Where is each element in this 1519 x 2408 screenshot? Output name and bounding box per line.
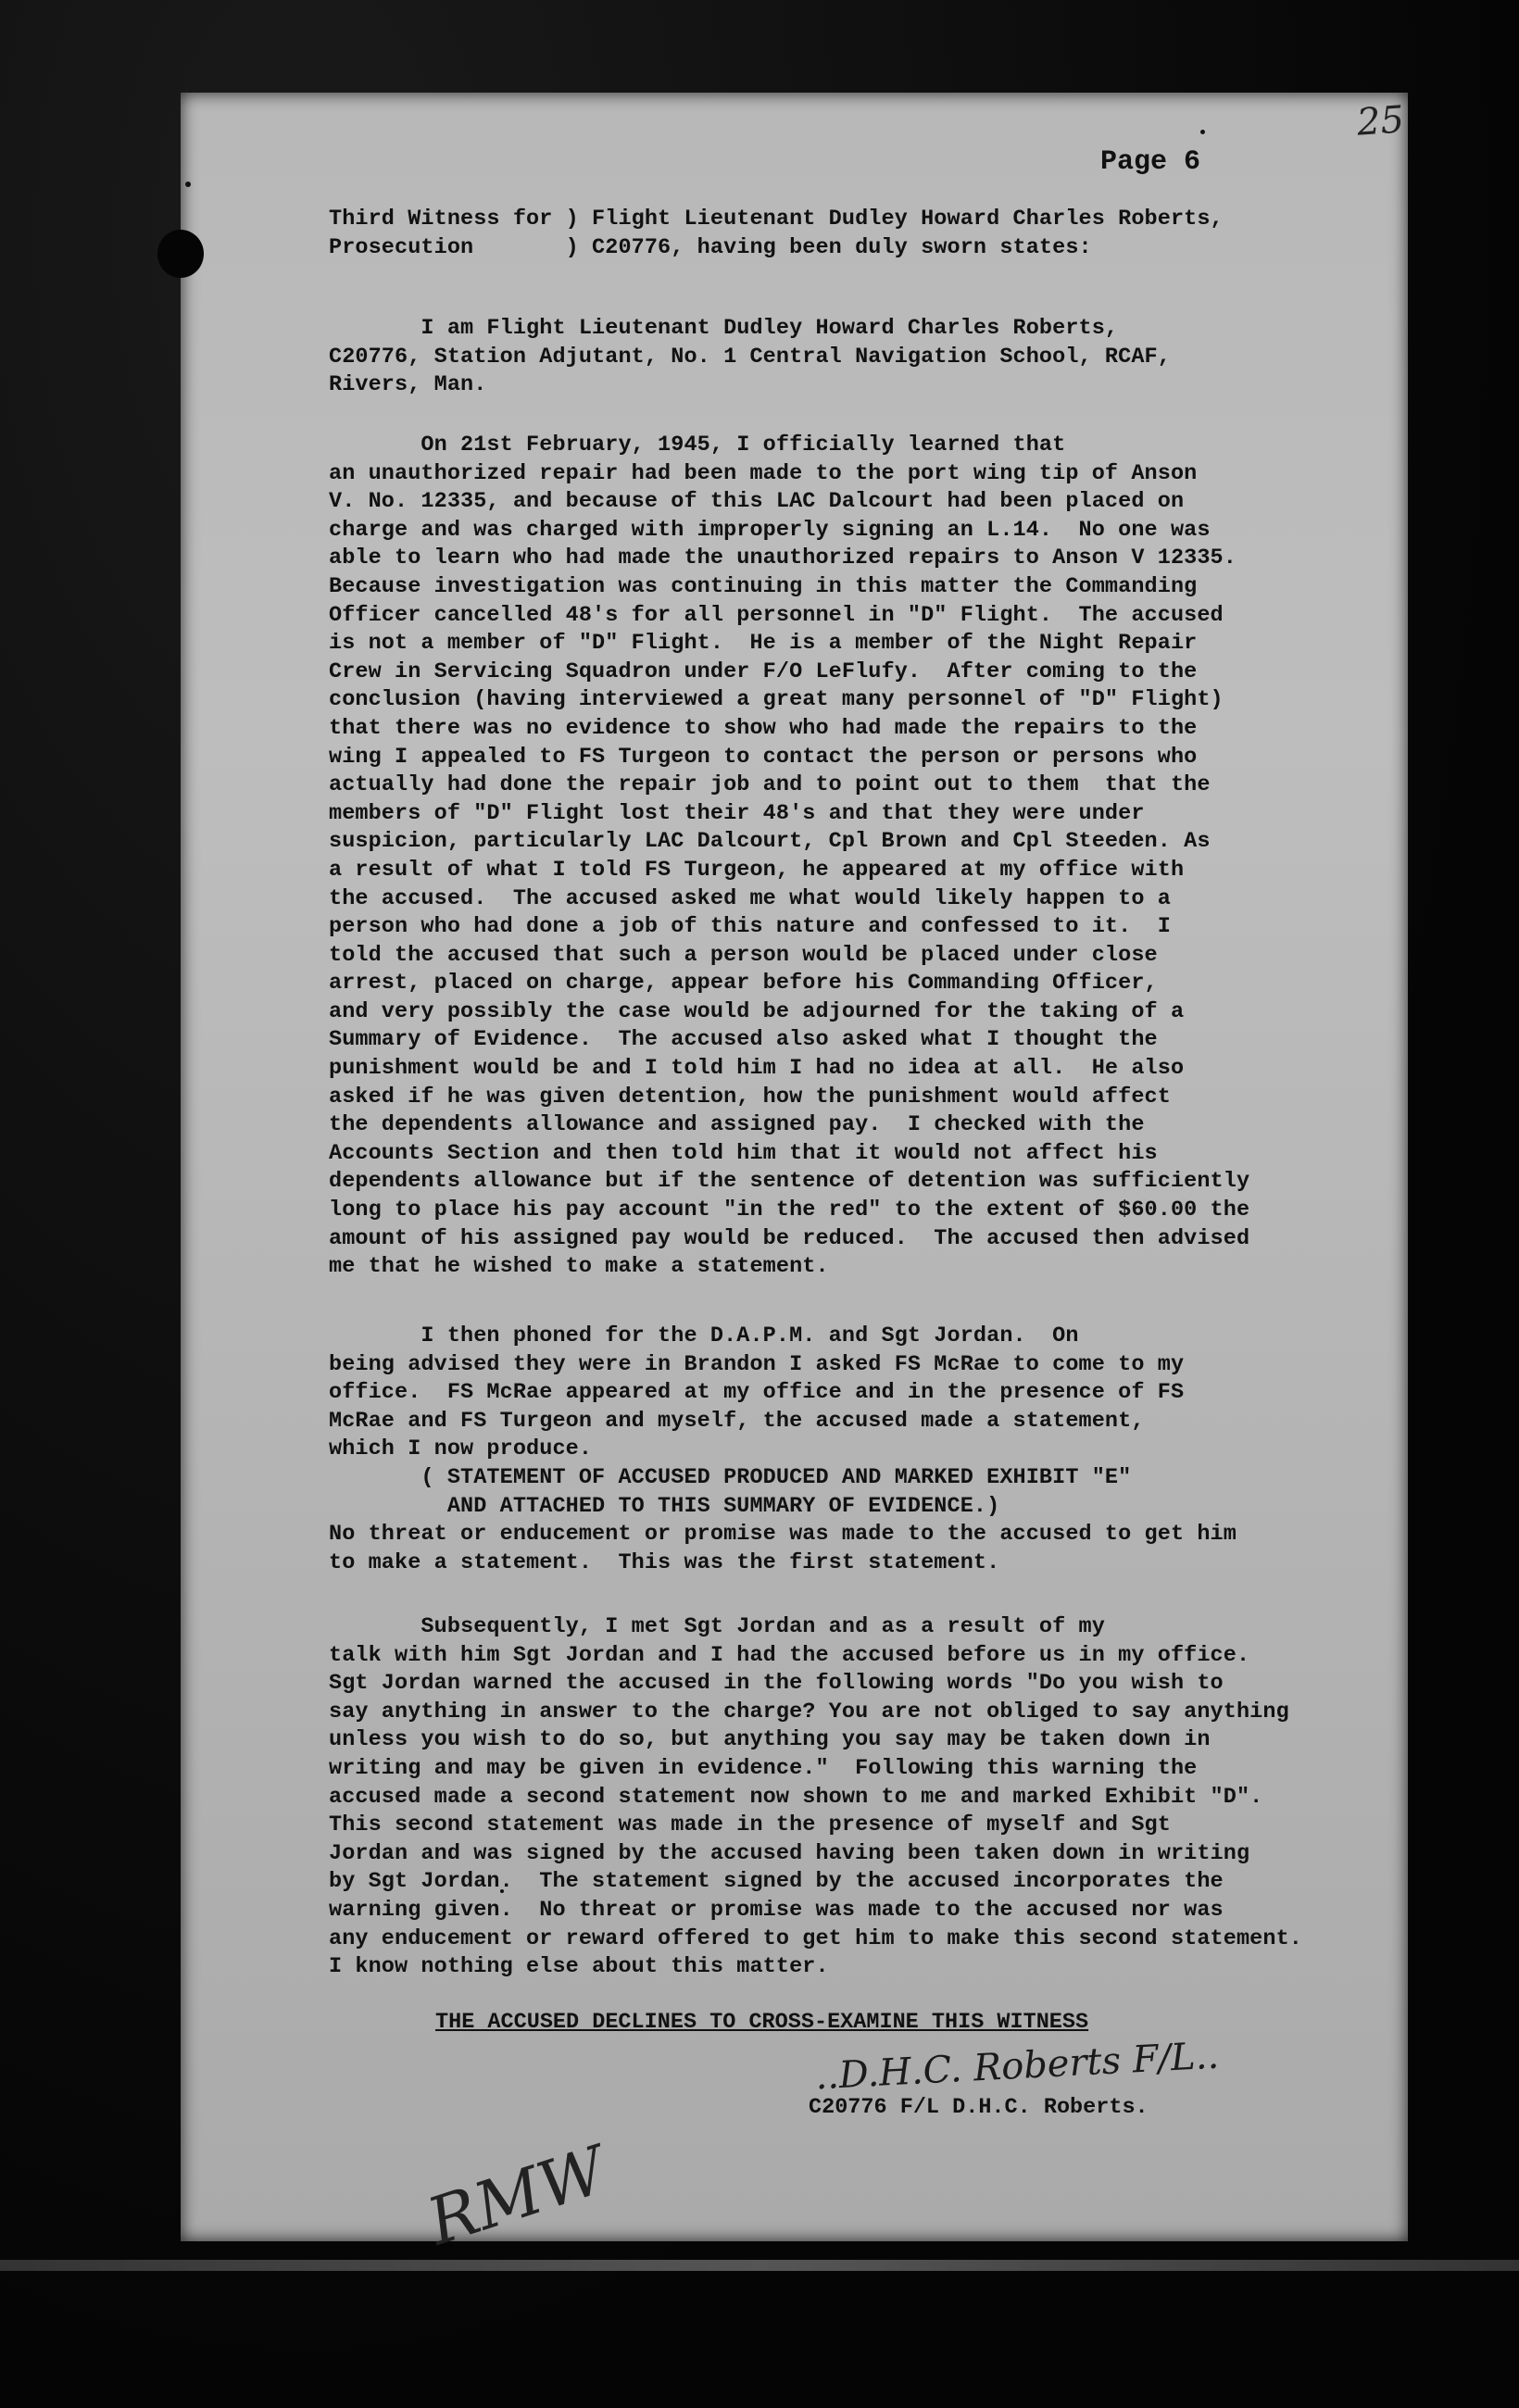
phone-paragraph <box>329 1323 1237 1577</box>
scan-speck <box>1200 130 1205 134</box>
text-line: dependents allowance but if the sentence of detention was sufficiently <box>329 1169 1250 1195</box>
text-line: accused made a second statement now shown to me and marked Exhibit "D". <box>329 1784 1263 1810</box>
text-line: to make a statement. This was the first statement. <box>329 1549 1000 1575</box>
text-line: Jordan and was signed by the accused having been taken down in writing <box>329 1840 1250 1866</box>
main-paragraph <box>329 432 1249 1282</box>
handwritten-signature: ..D.H.C. Roberts F/L.. <box>814 2034 1221 2099</box>
text-line: I am Flight Lieutenant Dudley Howard Charles Roberts, <box>329 316 1119 341</box>
text-line: Sgt Jordan warned the accused in the following words "Do you wish to <box>329 1671 1224 1697</box>
text-line: unless you wish to do so, but anything you say may be taken down in <box>329 1727 1211 1753</box>
subsequent-paragraph <box>329 1613 1302 1982</box>
scan-speck <box>185 182 191 187</box>
text-line: long to place his pay account "in the red" to the extent of $60.00 the <box>329 1198 1250 1223</box>
text-line: being advised they were in Brandon I asked FS McRae to come to my <box>329 1351 1185 1377</box>
text-line: This second statement was made in the presence of myself and Sgt <box>329 1812 1171 1838</box>
film-edge <box>0 2260 1519 2271</box>
text-line: I know nothing else about this matter. <box>329 1954 829 1980</box>
handwritten-initials: RMW <box>419 2131 616 2261</box>
text-line: arrest, placed on charge, appear before his Commanding Officer, <box>329 971 1158 997</box>
text-line: person who had done a job of this nature and confessed to it. I <box>329 914 1171 940</box>
text-line: any enducement or reward offered to get him to make this second statement. <box>329 1925 1302 1951</box>
text-line: conclusion (having interviewed a great many personnel of "D" Flight) <box>329 687 1224 713</box>
text-line: On 21st February, 1945, I officially learned that <box>329 433 1066 458</box>
text-line: is not a member of "D" Flight. He is a member of the Night Repair <box>329 631 1198 657</box>
text-line: ( STATEMENT OF ACCUSED PRODUCED AND MARKED EXHIBIT "E" <box>329 1464 1132 1490</box>
text-line: an unauthorized repair had been made to the port wing tip of Anson <box>329 460 1198 486</box>
signer-line: C20776 F/L D.H.C. Roberts. <box>809 2095 1149 2120</box>
text-line: wing I appealed to FS Turgeon to contact the person or persons who <box>329 744 1198 770</box>
text-line: able to learn who had made the unauthorized repairs to Anson V 12335. <box>329 546 1237 571</box>
text-line: and very possibly the case would be adjourned for the taking of a <box>329 998 1185 1024</box>
text-line: talk with him Sgt Jordan and I had the accused before us in my office. <box>329 1642 1250 1668</box>
text-line: No threat or enducement or promise was made to the accused to get him <box>329 1522 1237 1548</box>
text-line: office. FS McRae appeared at my office and in the presence of FS <box>329 1380 1185 1406</box>
text-line: AND ATTACHED TO THIS SUMMARY OF EVIDENCE.) <box>329 1493 1000 1519</box>
text-line: the dependents allowance and assigned pay. I checked with the <box>329 1112 1145 1138</box>
page-number: Page 6 <box>1100 146 1201 178</box>
text-line: Third Witness for ) Flight Lieutenant Dudley Howard Charles Roberts, <box>329 207 1224 232</box>
text-line: punishment would be and I told him I had no idea at all. He also <box>329 1056 1185 1082</box>
intro-paragraph <box>329 315 1171 400</box>
text-line: warning given. No threat or promise was made to the accused nor was <box>329 1897 1224 1923</box>
text-line: me that he wished to make a statement. <box>329 1254 829 1280</box>
text-line: a result of what I told FS Turgeon, he appeared at my office with <box>329 857 1185 883</box>
text-line: charge and was charged with improperly signing an L.14. No one was <box>329 517 1211 543</box>
text-line: the accused. The accused asked me what would likely happen to a <box>329 885 1171 911</box>
text-line: C20776, Station Adjutant, No. 1 Central Navigation School, RCAF, <box>329 344 1171 370</box>
text-line: Subsequently, I met Sgt Jordan and as a result of my <box>329 1614 1105 1639</box>
text-line: by Sgt Jordan. The statement signed by the accused incorporates the <box>329 1869 1224 1895</box>
text-line: told the accused that such a person would be placed under close <box>329 942 1158 968</box>
text-line: writing and may be given in evidence." Following this warning the <box>329 1755 1198 1781</box>
text-line: Crew in Servicing Squadron under F/O LeFlufy. After coming to the <box>329 658 1198 684</box>
text-line: McRae and FS Turgeon and myself, the accused made a statement, <box>329 1408 1145 1434</box>
handwritten-folio-number: 25 <box>1355 98 1406 144</box>
text-line: Officer cancelled 48's for all personnel in "D" Flight. The accused <box>329 602 1224 628</box>
text-line: Rivers, Man. <box>329 372 487 398</box>
text-line: say anything in answer to the charge? You are not obliged to say anything <box>329 1699 1289 1724</box>
text-line: V. No. 12335, and because of this LAC Dalcourt had been placed on <box>329 489 1185 515</box>
text-line: Summary of Evidence. The accused also asked what I thought the <box>329 1027 1158 1053</box>
text-line: I then phoned for the D.A.P.M. and Sgt Jordan. On <box>329 1323 1079 1348</box>
punch-hole <box>157 230 204 278</box>
text-line: Accounts Section and then told him that it would not affect his <box>329 1140 1158 1166</box>
text-line: suspicion, particularly LAC Dalcourt, Cpl Brown and Cpl Steeden. As <box>329 829 1211 855</box>
cross-examination-note: THE ACCUSED DECLINES TO CROSS-EXAMINE THIS WITNESS <box>435 2010 1089 2035</box>
text-line: Because investigation was continuing in this matter the Commanding <box>329 573 1198 599</box>
text-line: that there was no evidence to show who had made the repairs to the <box>329 715 1198 741</box>
text-line: Prosecution ) C20776, having been duly sworn states: <box>329 234 1092 260</box>
text-line: actually had done the repair job and to point out to them that the <box>329 772 1211 798</box>
witness-heading <box>329 206 1224 262</box>
text-line: members of "D" Flight lost their 48's and that they were under <box>329 800 1145 826</box>
text-line: amount of his assigned pay would be reduced. The accused then advised <box>329 1225 1250 1251</box>
text-line: which I now produce. <box>329 1436 593 1462</box>
text-line: asked if he was given detention, how the punishment would affect <box>329 1084 1171 1110</box>
